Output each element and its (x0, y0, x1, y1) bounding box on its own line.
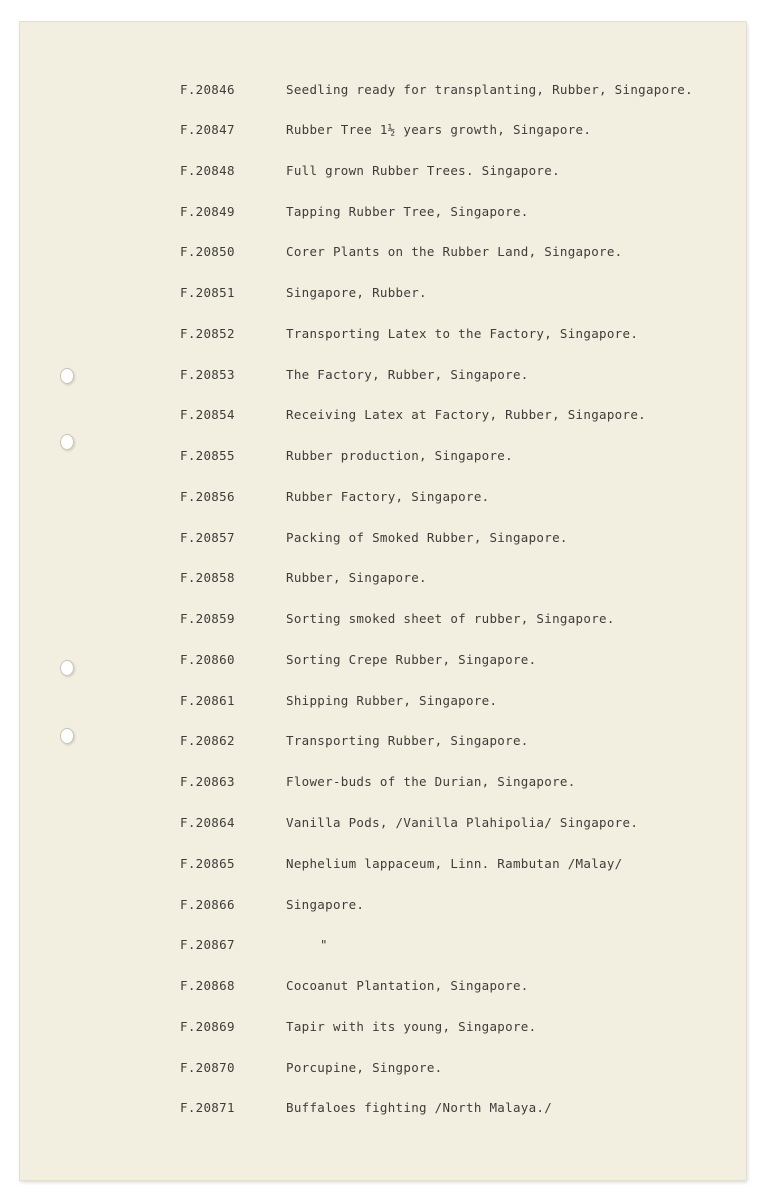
entry-description: Singapore, Rubber. (286, 285, 427, 300)
entry-code: F.20851 (180, 285, 235, 300)
entry-description: Transporting Rubber, Singapore. (286, 733, 529, 748)
catalogue-entry (20, 978, 746, 998)
entry-description: Rubber production, Singapore. (286, 448, 513, 463)
catalogue-list (20, 22, 746, 1180)
catalogue-entry (20, 897, 746, 917)
catalogue-entry (20, 611, 746, 631)
entry-description: Tapping Rubber Tree, Singapore. (286, 204, 529, 219)
entry-description: Seedling ready for transplanting, Rubber, Singapore. (286, 82, 693, 97)
catalogue-entry (20, 693, 746, 713)
catalogue-entry (20, 937, 746, 957)
document-page (20, 22, 746, 1180)
catalogue-entry (20, 285, 746, 305)
catalogue-entry (20, 815, 746, 835)
catalogue-entry (20, 774, 746, 794)
catalogue-entry (20, 204, 746, 224)
entry-code: F.20854 (180, 407, 235, 422)
entry-code: F.20865 (180, 856, 235, 871)
catalogue-entry (20, 244, 746, 264)
entry-description: Flower-buds of the Durian, Singapore. (286, 774, 576, 789)
catalogue-entry (20, 1100, 746, 1120)
entry-description: Shipping Rubber, Singapore. (286, 693, 498, 708)
ditto-mark: " (320, 937, 328, 952)
catalogue-entry (20, 163, 746, 183)
entry-code: F.20871 (180, 1100, 235, 1115)
entry-description: Transporting Latex to the Factory, Singapore. (286, 326, 639, 341)
entry-code: F.20868 (180, 978, 235, 993)
catalogue-entry (20, 82, 746, 102)
catalogue-entry (20, 122, 746, 142)
entry-description: Buffaloes fighting /North Malaya./ (286, 1100, 553, 1115)
catalogue-entry (20, 448, 746, 468)
entry-description: Sorting smoked sheet of rubber, Singapore. (286, 611, 615, 626)
catalogue-entry (20, 856, 746, 876)
entry-description: Singapore. (286, 897, 365, 912)
catalogue-entry (20, 1060, 746, 1080)
entry-code: F.20846 (180, 82, 235, 97)
entry-code: F.20864 (180, 815, 235, 830)
entry-code: F.20856 (180, 489, 235, 504)
entry-code: F.20870 (180, 1060, 235, 1075)
entry-code: F.20847 (180, 122, 235, 137)
entry-code: F.20867 (180, 937, 235, 952)
entry-code: F.20850 (180, 244, 235, 259)
entry-code: F.20862 (180, 733, 235, 748)
entry-code: F.20863 (180, 774, 235, 789)
catalogue-entry (20, 407, 746, 427)
entry-description: Rubber, Singapore. (286, 570, 427, 585)
catalogue-entry (20, 1019, 746, 1039)
entry-description: Corer Plants on the Rubber Land, Singapore. (286, 244, 623, 259)
entry-description: Rubber Factory, Singapore. (286, 489, 490, 504)
entry-code: F.20853 (180, 367, 235, 382)
catalogue-entry (20, 367, 746, 387)
catalogue-entry (20, 489, 746, 509)
entry-description: Tapir with its young, Singapore. (286, 1019, 537, 1034)
entry-code: F.20855 (180, 448, 235, 463)
entry-code: F.20869 (180, 1019, 235, 1034)
entry-description: Full grown Rubber Trees. Singapore. (286, 163, 560, 178)
entry-description: The Factory, Rubber, Singapore. (286, 367, 529, 382)
entry-description: Rubber Tree 1½ years growth, Singapore. (286, 122, 592, 137)
entry-code: F.20848 (180, 163, 235, 178)
catalogue-entry (20, 530, 746, 550)
catalogue-entry (20, 733, 746, 753)
catalogue-entry (20, 326, 746, 346)
entry-description: Sorting Crepe Rubber, Singapore. (286, 652, 537, 667)
entry-description: Porcupine, Singpore. (286, 1060, 443, 1075)
entry-code: F.20861 (180, 693, 235, 708)
catalogue-entry (20, 570, 746, 590)
entry-description: Nephelium lappaceum, Linn. Rambutan /Malay/ (286, 856, 623, 871)
catalogue-entry (20, 652, 746, 672)
entry-description: Cocoanut Plantation, Singapore. (286, 978, 529, 993)
entry-code: F.20852 (180, 326, 235, 341)
entry-code: F.20859 (180, 611, 235, 626)
entry-description: Vanilla Pods, /Vanilla Plahipolia/ Singapore. (286, 815, 639, 830)
entry-code: F.20860 (180, 652, 235, 667)
entry-code: F.20849 (180, 204, 235, 219)
entry-description: Receiving Latex at Factory, Rubber, Singapore. (286, 407, 646, 422)
entry-description: Packing of Smoked Rubber, Singapore. (286, 530, 568, 545)
entry-code: F.20857 (180, 530, 235, 545)
entry-code: F.20858 (180, 570, 235, 585)
entry-code: F.20866 (180, 897, 235, 912)
